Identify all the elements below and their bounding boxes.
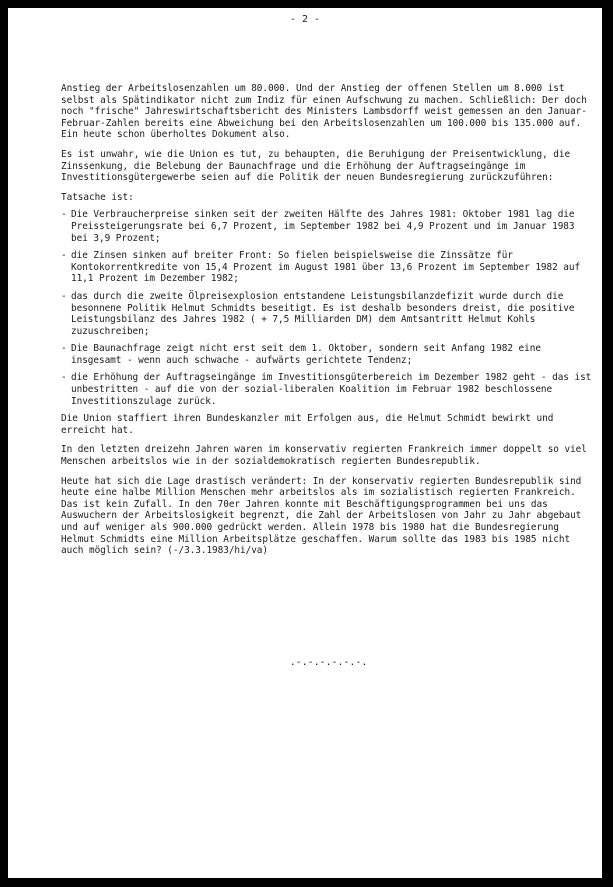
list-item-text: das durch die zweite Ölpreisexplosion entstandene Leistungsbilanzdefizit wurde durch die besonnene Politik Helmut Schmidts beseitigt. Es ist deshalb besonders dreist, die positive Leistungsbilanz des Jahres 1982 ( + 7,5 Milliarden DM) dem Amtsantritt Helmut Kohls zuzuschreiben;	[71, 290, 575, 337]
list-item	[61, 343, 596, 366]
bullet-dash: -	[61, 343, 67, 355]
paragraph-fact-intro: Tatsache ist:	[61, 191, 134, 203]
list-item	[61, 291, 596, 337]
paragraph-unemployment: Anstieg der Arbeitslosenzahlen um 80.000. Und der Anstieg der offenen Stellen um 8.000 ist selbst als Spätindikator nicht zum Indiz für einen Aufschwung zu machen. Schließlich: Der doch noch "frische" Jahreswirtschaftsbericht des Ministers Lambsdorff weist gemessen an den Januar-Februar-Zahlen bereits eine Abweichung bei den Arbeitslosenzahlen um 100.000 bis 135.000 auf. Ein heute schon überholtes Dokument also.	[61, 83, 587, 141]
bullet-dash: -	[61, 372, 67, 384]
paragraph-france-today: Heute hat sich die Lage drastisch verändert: In der konservativ regierten Bundesrepublik sind heute eine halbe Million Menschen mehr arbeitslos als im sozialistisch regierten Frankreich. Das ist kein Zufall. In den 70er Jahren konnte mit Beschäftigungsprogrammen bei uns das Auswuchern der Arbeitslosigkeit begrenzt, die Zahl der Arbeitslosen von Jahr zu Jahr abgebaut und auf weniger als 900.000 gedrückt werden. Allein 1978 bis 1980 hat die Bundesregierung Helmut Schmidts eine Million Arbeitsplätze geschaffen. Warum sollte das 1983 bis 1985 nicht auch möglich sein? (-/3.3.1983/hi/va)	[61, 475, 582, 557]
fact-list	[61, 209, 596, 407]
list-item-text: die Zinsen sinken auf breiter Front: So fielen beispielsweise die Zinssätze für Kontokorrentkredite von 15,4 Prozent im August 1981 über 13,6 Prozent im September 1982 auf 11,1 Prozent im Dezember 1982;	[71, 250, 581, 285]
list-item	[61, 209, 596, 244]
list-item-text: Die Verbraucherpreise sinken seit der zweiten Hälfte des Jahres 1981: Oktober 1981 lag die Preissteigerungsrate bei 6,7 Prozent, im September 1982 bei 4,9 Prozent und im Januar 1983 bei 3,9 Prozent;	[71, 209, 575, 244]
document-page	[8, 8, 602, 878]
list-item-text: Die Baunachfrage zeigt nicht erst seit dem 1. Oktober, sondern seit Anfang 1982 eine insgesamt - wenn auch schwache - aufwärts gerichtete Tendenz;	[71, 343, 541, 366]
paragraph-union-claim: Es ist unwahr, wie die Union es tut, zu behaupten, die Beruhigung der Preisentwicklung, die Zinssenkung, die Belebung der Baunachfrage und die Erhöhung der Auftragseingänge im Investitionsgütergewerbe seien auf die Politik der neuen Bundesregierung zurückzuführen:	[61, 148, 571, 184]
end-mark: .-.-.-.-.-.-.	[289, 657, 368, 668]
bullet-dash: -	[61, 290, 67, 302]
list-item	[61, 250, 596, 285]
page-number: - 2 -	[289, 14, 321, 25]
document-body	[61, 83, 596, 668]
bullet-dash: -	[61, 209, 67, 221]
list-item-text: die Erhöhung der Auftragseingänge im Investitionsgüterbereich im Dezember 1982 geht - das ist unbestritten - auf die von der sozial-liberalen Koalition im Februar 1982 beschlossene Investitionszulage zurück.	[71, 372, 592, 407]
list-item	[61, 372, 596, 407]
bullet-dash: -	[61, 250, 67, 262]
paragraph-france-past: In den letzten dreizehn Jahren waren im konservativ regierten Frankreich immer doppelt so viel Menschen arbeitslos wie in der sozialdemokratisch regierten Bundesrepublik.	[61, 444, 587, 468]
paragraph-union-credit: Die Union staffiert ihren Bundeskanzler mit Erfolgen aus, die Helmut Schmidt bewirkt und erreicht hat.	[61, 413, 554, 436]
